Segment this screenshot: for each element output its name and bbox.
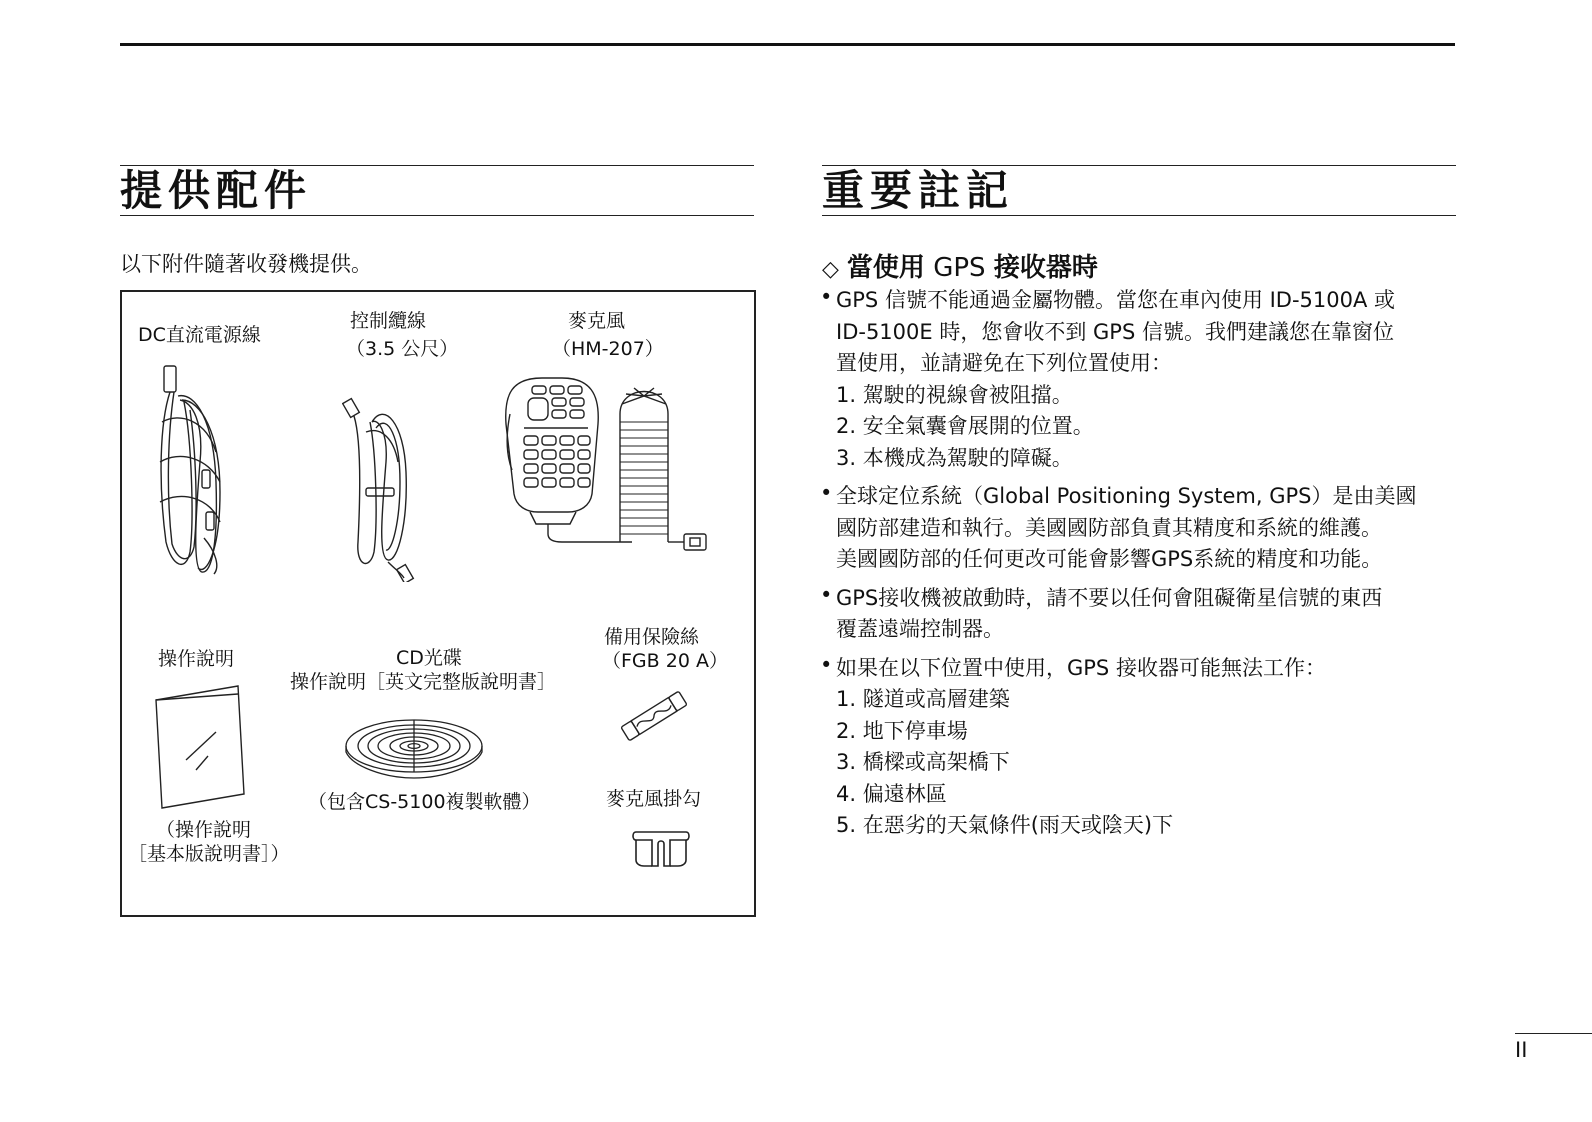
microphone-illustration <box>502 374 714 566</box>
note-line: GPS接收機被啟動時，請不要以任何會阻礙衛星信號的東西 <box>836 585 1383 610</box>
accessories-box <box>120 290 756 917</box>
subhead-text-b: GPS <box>933 253 986 283</box>
manual-note-1: （操作說明 <box>156 819 252 841</box>
accessories-intro: 以下附件隨著收發機提供。 <box>120 252 372 276</box>
bullet-icon: • <box>820 481 833 505</box>
note-item <box>822 583 1462 646</box>
gps-subheading <box>822 247 1098 284</box>
note-line: 2. 地下停車場 <box>836 718 968 743</box>
note-line: GPS 信號不能通過金屬物體。當您在車內使用 ID-5100A 或 <box>836 288 1396 312</box>
gps-notes-list <box>822 285 1462 849</box>
mic-hanger-illustration <box>630 824 692 872</box>
page-number: II <box>1515 1038 1528 1062</box>
top-rule <box>120 43 1455 46</box>
note-line: 3. 橋樑或高架橋下 <box>836 750 1010 774</box>
cd-sub-label: 操作說明［英文完整版說明書］ <box>290 671 557 693</box>
note-line: 1. 駕駛的視線會被阻擋。 <box>836 382 1073 407</box>
manual-booklet-illustration <box>152 684 248 812</box>
manual-note-2: ［基本版說明書］） <box>128 843 290 865</box>
note-line: 如果在以下位置中使用，GPS 接收器可能無法工作： <box>836 655 1326 680</box>
dc-cable-illustration <box>156 362 228 577</box>
note-line: 美國國防部的任何更改可能會影響GPS系統的精度和功能。 <box>836 547 1383 571</box>
note-line: 1. 隧道或高層建築 <box>836 687 1010 711</box>
diamond-outline-icon: ◇ <box>822 257 839 282</box>
control-cable-label: 控制纜線 <box>350 310 427 332</box>
note-line: ID-5100E 時，您會收不到 GPS 信號。我們建議您在靠窗位 <box>836 319 1394 344</box>
control-cable-illustration <box>342 392 418 582</box>
cd-note: （包含CS-5100複製軟體） <box>308 791 541 813</box>
subhead-text-c: 接收器時 <box>993 253 1098 283</box>
note-line: 國防部建造和執行。美國國防部負責其精度和系統的維護。 <box>836 515 1382 540</box>
note-line: 覆蓋遠端控制器。 <box>836 617 1004 641</box>
dc-cable-label: DC直流電源線 <box>138 324 261 346</box>
subhead-text-a: 當使用 <box>846 253 925 283</box>
supplied-accessories-section <box>120 165 754 865</box>
note-line: 3. 本機成為駕駛的障礙。 <box>836 445 1073 470</box>
note-item <box>822 653 1462 842</box>
mic-model: （HM-207） <box>552 338 664 360</box>
cd-label: CD光碟 <box>396 647 462 669</box>
fuse-illustration <box>616 686 692 746</box>
important-notes-section <box>820 165 1456 837</box>
control-cable-length: （3.5 公尺） <box>346 338 459 360</box>
bullet-icon: • <box>820 652 833 677</box>
section-header-accessories <box>120 165 754 216</box>
page-number-rule <box>1515 1033 1592 1034</box>
bullet-icon: • <box>820 582 833 607</box>
note-line: 置使用，並請避免在下列位置使用： <box>836 351 1172 375</box>
section-title-notes: 重要註記 <box>822 166 1015 215</box>
section-header-notes <box>822 165 1456 216</box>
hanger-label: 麥克風掛勾 <box>606 788 702 810</box>
manual-label: 操作說明 <box>158 648 235 670</box>
note-item <box>822 481 1462 576</box>
fuse-label: 備用保險絲 <box>604 626 700 648</box>
section-title-accessories: 提供配件 <box>120 166 313 215</box>
fuse-model: （FGB 20 A） <box>602 650 728 672</box>
cd-disc-illustration <box>344 716 484 782</box>
note-line: 2. 安全氣囊會展開的位置。 <box>836 414 1094 438</box>
mic-label: 麥克風 <box>568 310 626 332</box>
note-line: 5. 在惡劣的天氣條件(雨天或陰天)下 <box>836 813 1174 837</box>
note-line: 4. 偏遠林區 <box>836 781 947 806</box>
note-item <box>822 285 1462 474</box>
note-line: 全球定位系統（Global Positioning System, GPS）是由美國 <box>836 484 1417 508</box>
bullet-icon: • <box>820 285 833 309</box>
